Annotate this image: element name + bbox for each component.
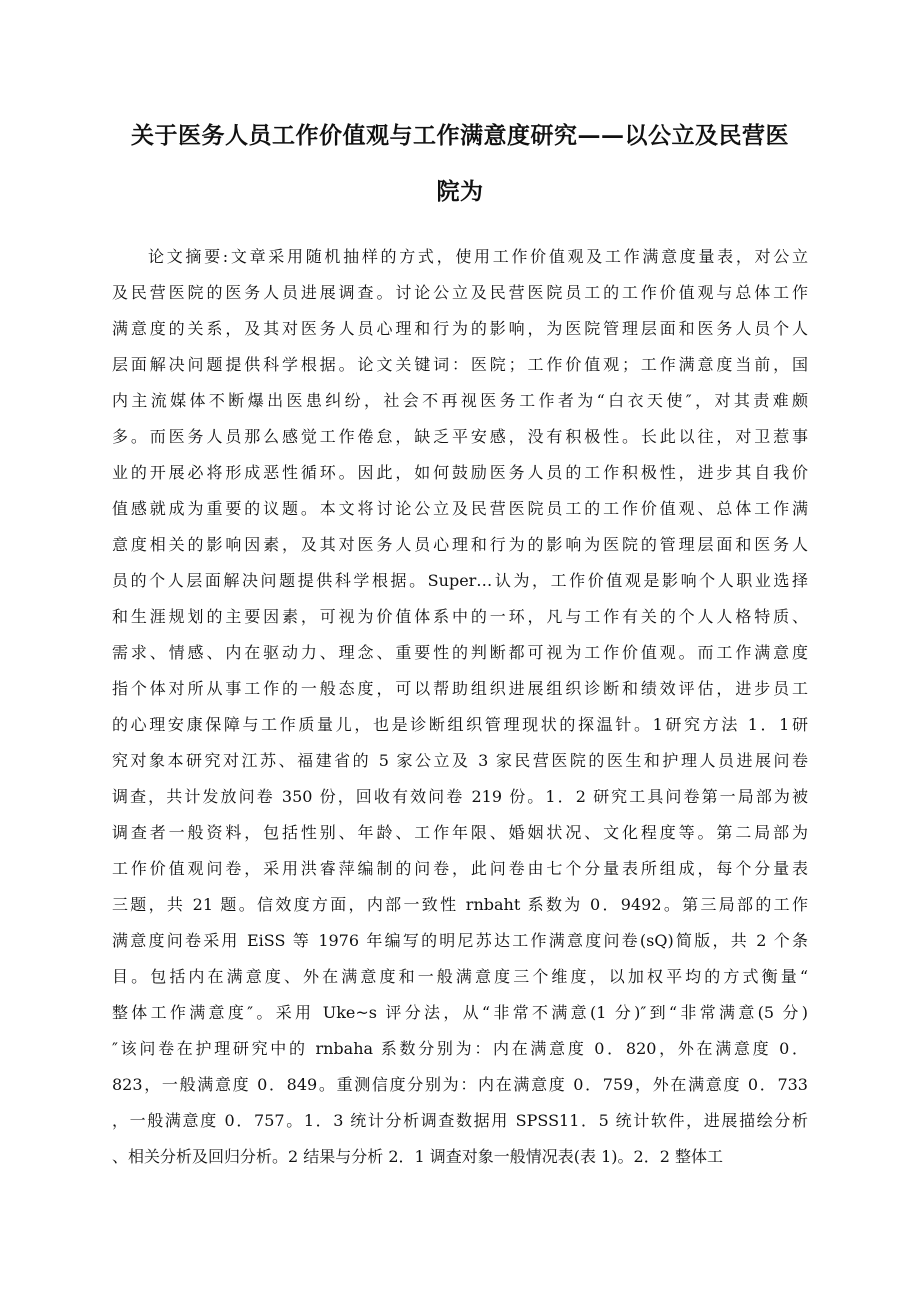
body-line: 整体工作满意度″。采用 Uke~s 评分法，从“非常不满意(1 分)″到“非常满意(5 分) [112,1003,808,1022]
body-line: 工作价值观问卷，采用洪睿萍编制的问卷，此问卷由七个分量表所组成，每个分量表 [112,859,808,878]
title-line-1: 关于医务人员工作价值观与工作满意度研究——以公立及民营医 [131,122,789,149]
body-line: 调查者一般资料，包括性别、年龄、工作年限、婚姻状况、文化程度等。第二局部为 [112,823,808,842]
body-line: 调查，共计发放问卷 350 份，回收有效问卷 219 份。1．2 研究工具问卷第一局部为被 [112,787,808,806]
abstract-body [112,239,808,1175]
document-title [112,108,808,220]
body-line: 和生涯规划的主要因素，可视为价值体系中的一环，凡与工作有关的个人人格特质、 [112,607,808,626]
body-line: 满意度的关系，及其对医务人员心理和行为的影响，为医院管理层面和医务人员个人 [112,319,808,338]
body-line: 业的开展必将形成恶性循环。因此，如何鼓励医务人员的工作积极性，进步其自我价 [112,463,808,482]
body-line: 意度相关的影响因素，及其对医务人员心理和行为的影响为医院的管理层面和医务人 [112,535,808,554]
body-line: 究对象本研究对江苏、福建省的 5 家公立及 3 家民营医院的医生和护理人员进展问卷 [112,751,808,770]
body-line: 三题，共 21 题。信效度方面，内部一致性 rnbaht 系数为 0．9492。第三局部的工作 [112,895,808,914]
body-line: 内主流媒体不断爆出医患纠纷，社会不再视医务工作者为“白衣天使″，对其责难颇 [112,391,808,410]
body-line: 823，一般满意度 0．849。重测信度分别为：内在满意度 0．759，外在满意度 0．733 [112,1075,808,1094]
body-line: 论文摘要:文章采用随机抽样的方式，使用工作价值观及工作满意度量表，对公立 [148,247,808,266]
body-line: ，一般满意度 0．757。1．3 统计分析调查数据用 SPSS11．5 统计软件，进展描绘分析 [112,1111,808,1130]
body-line: 及民营医院的医务人员进展调查。讨论公立及民营医院员工的工作价值观与总体工作 [112,283,808,302]
body-line: ″该问卷在护理研究中的 rnbaha 系数分别为：内在满意度 0．820，外在满意度 0． [112,1039,808,1058]
body-line: 指个体对所从事工作的一般态度，可以帮助组织进展组织诊断和绩效评估，进步员工 [112,679,808,698]
body-line: 员的个人层面解决问题提供科学根据。Super…认为，工作价值观是影响个人职业选择 [112,571,808,590]
body-line: 多。而医务人员那么感觉工作倦怠，缺乏平安感，没有积极性。长此以往，对卫惹事 [112,427,808,446]
body-line: 目。包括内在满意度、外在满意度和一般满意度三个维度，以加权平均的方式衡量“ [112,967,808,986]
body-line: 满意度问卷采用 EiSS 等 1976 年编写的明尼苏达工作满意度问卷(sQ)简版，共 2 个条 [112,931,808,950]
title-line-2: 院为 [436,178,484,205]
body-line: 需求、情感、内在驱动力、理念、重要性的判断都可视为工作价值观。而工作满意度 [112,643,808,662]
body-line: 值感就成为重要的议题。本文将讨论公立及民营医院员工的工作价值观、总体工作满 [112,499,808,518]
body-line: 层面解决问题提供科学根据。论文关键词：医院；工作价值观；工作满意度当前，国 [112,355,808,374]
body-line: 、相关分析及回归分析。2 结果与分析 2．1 调查对象一般情况表(表 1)。2．2 整体工 [112,1147,723,1166]
body-line: 的心理安康保障与工作质量儿，也是诊断组织管理现状的探温针。1研究方法 1．1研 [112,715,808,734]
